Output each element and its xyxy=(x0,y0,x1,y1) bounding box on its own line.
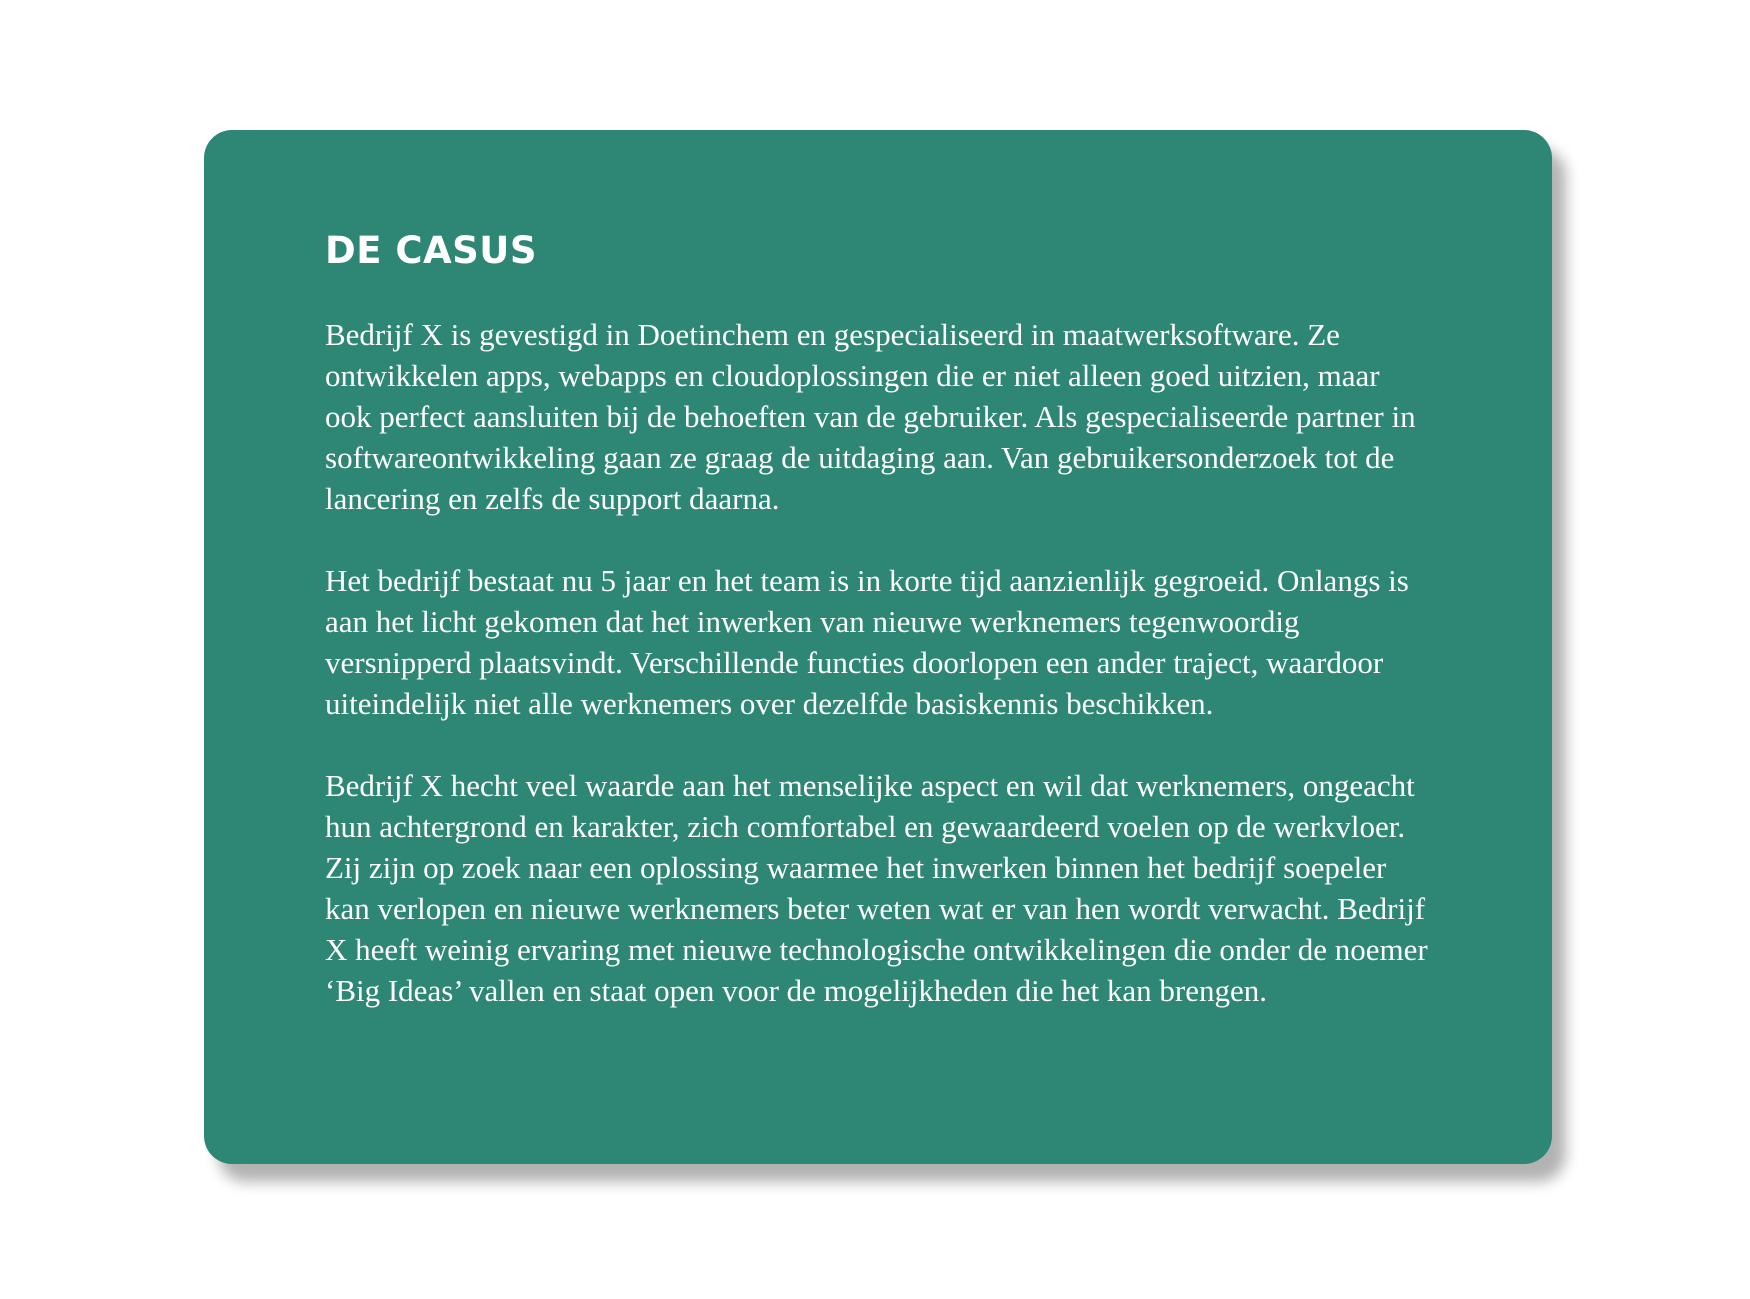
card-title: DE CASUS xyxy=(325,229,537,272)
paragraph-intro: Bedrijf X is gevestigd in Doetinchem en gespecialiseerd in maatwerksoftware. Ze ontwikkelen apps, webapps en cloudoplossingen die er niet alleen goed uitzien, maar ook perfect aansluiten bij de behoeften van de gebruiker. Als gespecialiseerde partner in softwareontwikkeling gaan ze graag de uitdaging aan. Van gebruikersonderzoek tot de lancering en zelfs de support daarna. xyxy=(325,317,1416,516)
paragraph-problem: Het bedrijf bestaat nu 5 jaar en het team is in korte tijd aanzienlijk gegroeid. Onlangs is aan het licht gekomen dat het inwerken van nieuwe werknemers tegenwoordig versnipperd plaatsvindt. Verschillende functies doorlopen een ander traject, waardoor uiteindelijk niet alle werknemers over dezelfde basiskennis beschikken. xyxy=(325,563,1409,721)
case-card xyxy=(204,130,1552,1164)
paragraph-goal: Bedrijf X hecht veel waarde aan het menselijke aspect en wil dat werknemers, ongeacht hun achtergrond en karakter, zich comfortabel en gewaardeerd voelen op de werkvloer. Zij zijn op zoek naar een oplossing waarmee het inwerken binnen het bedrijf soepeler kan verlopen en nieuwe werknemers beter weten wat er van hen wordt verwacht. Bedrijf X heeft weinig ervaring met nieuwe technologische ontwikkelingen die onder de noemer ‘Big Ideas’ vallen en staat open voor de mogelijkheden die het kan brengen. xyxy=(325,768,1428,1008)
